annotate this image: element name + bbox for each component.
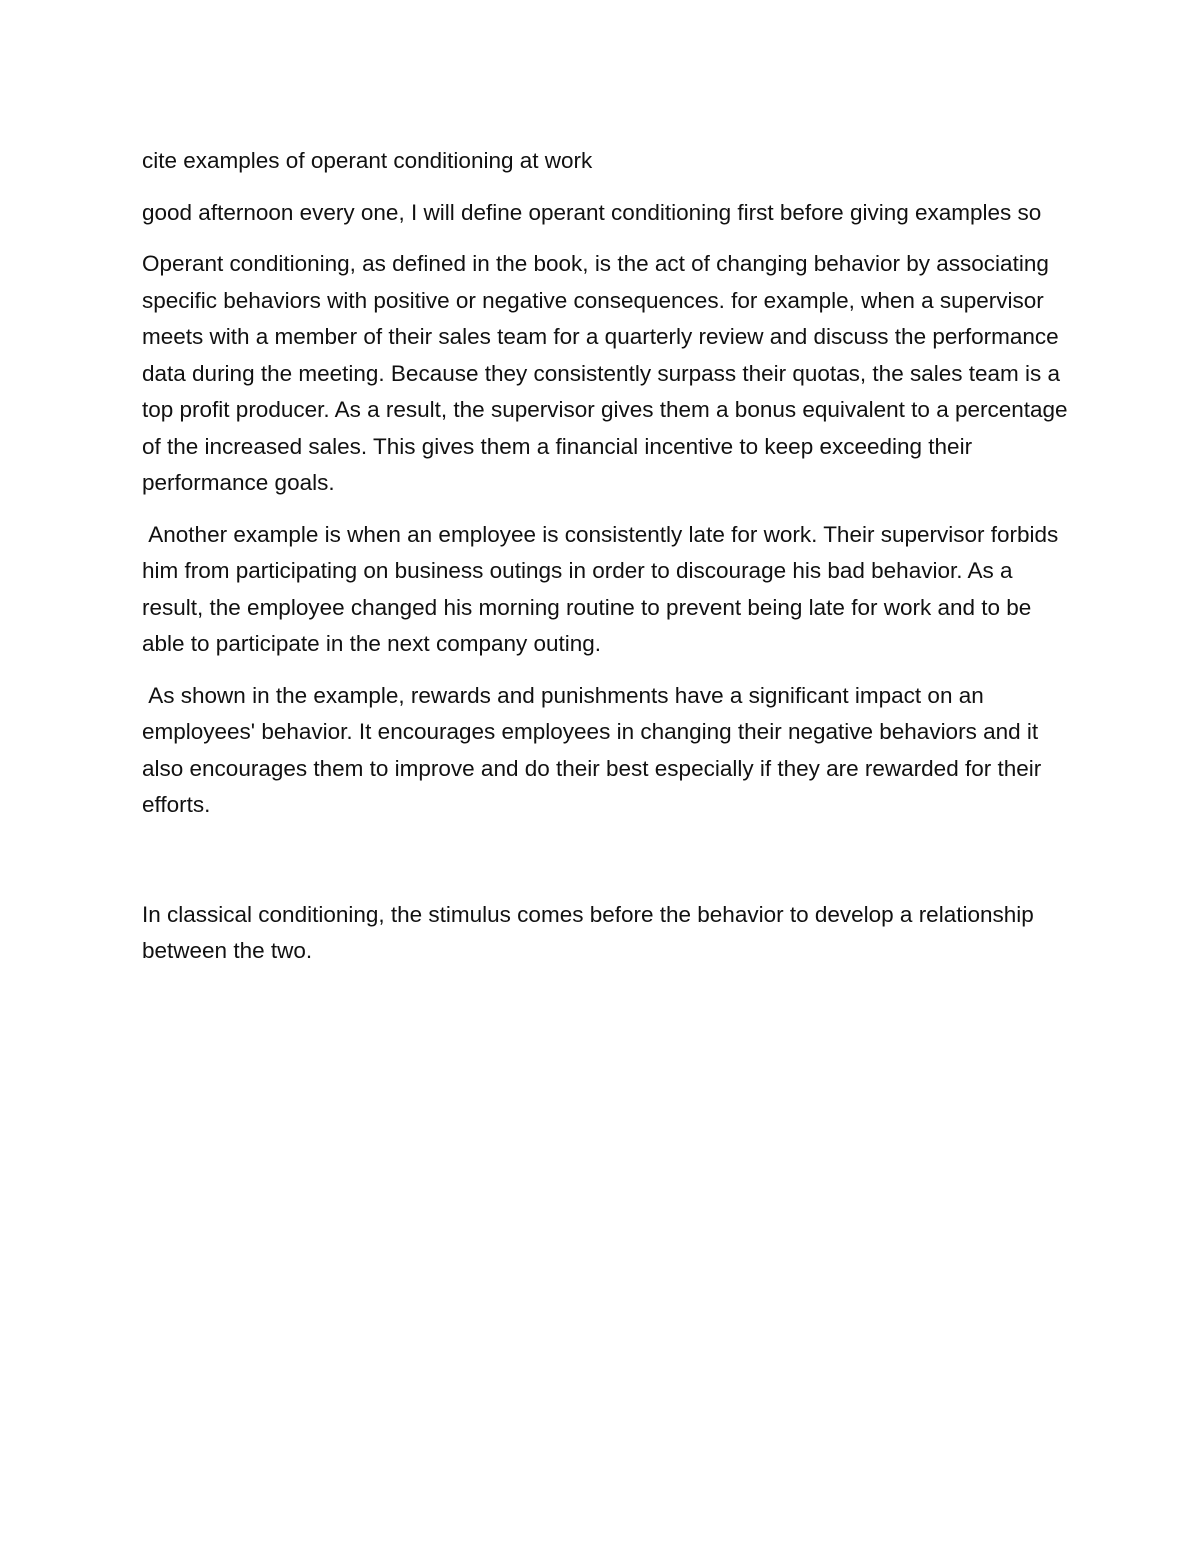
- paragraph-conclusion: As shown in the example, rewards and punishments have a significant impact on an employees' behavior. It encourages employees in changing their negative behaviors and it also encourages them to improve and do their best especially if they are rewarded for their efforts.: [142, 682, 1048, 817]
- paragraph-greeting: good afternoon every one, I will define operant conditioning first before giving examples so: [142, 199, 1042, 225]
- paragraph-prompt: cite examples of operant conditioning at work: [142, 148, 593, 173]
- document-body: [142, 143, 1072, 985]
- paragraph-classical-conditioning: In classical conditioning, the stimulus comes before the behavior to develop a relationship between the two.: [142, 901, 1034, 963]
- paragraph-definition: Operant conditioning, as defined in the book, is the act of changing behavior by associating specific behaviors with positive or negative consequences. for example, when a supervisor meets with a member of their sales team for a quarterly review and discuss the performance data during the meeting. Because they consistently surpass their quotas, the sales team is a top profit producer. As a result, the supervisor gives them a bonus equivalent to a percentage of the increased sales. This gives them a financial incentive to keep exceeding their performance goals.: [142, 251, 1068, 495]
- paragraph-second-example: Another example is when an employee is consistently late for work. Their supervisor forbids him from participating on business outings in order to discourage his bad behavior. As a result, the employee changed his morning routine to prevent being late for work and to be able to participate in the next company outing.: [142, 521, 1065, 656]
